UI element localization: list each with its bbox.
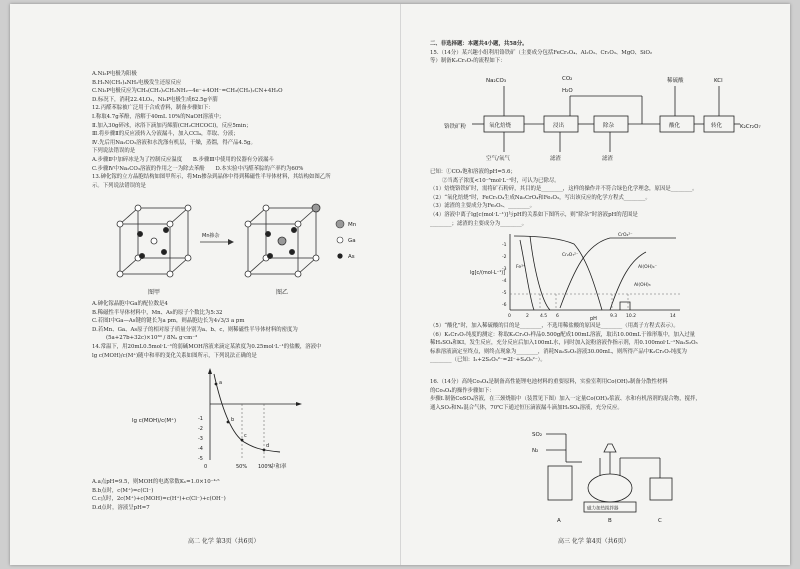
- legend-mn: Mn: [348, 222, 357, 228]
- left-page-footer: 高二 化学 第3页（共6页）: [188, 538, 260, 545]
- label-b: B: [608, 518, 612, 524]
- y-tick: -3: [198, 436, 203, 442]
- x-label: 中和率: [270, 464, 287, 470]
- text-line: Ⅳ.先后用Na₂CO₃溶液和水洗涤有机层，干燥，蒸馏，得产品4.5g。: [92, 139, 256, 146]
- text-line: ________（已知：I₂+2S₂O₃²⁻=2I⁻+S₄O₆²⁻）。: [430, 357, 546, 364]
- label-cr2o7: Cr₂O₇²⁻: [562, 253, 579, 258]
- label-c: C: [658, 518, 662, 524]
- label-aloh3: Al(OH)₃: [634, 283, 651, 288]
- raw-material: 铬铁矿粉: [444, 124, 467, 130]
- text-line: Ⅰ.称取4.7g苯酚，溶解于40mL 10%的NaOH溶液中；: [92, 113, 225, 120]
- crystal-cell-figure: [100, 194, 390, 304]
- y-tick: -5: [198, 456, 203, 462]
- cell-yi: [245, 204, 320, 277]
- text-line: 12.丙醛苯腙被广泛用于合成香料，制备步骤如下：: [92, 105, 214, 112]
- text-line: （5）“酸化”时，加入稀硫酸的目的是________，不选用稀盐酸的原因是________（用离子方程式表示）。: [430, 323, 679, 329]
- y-tick: -2: [198, 426, 203, 432]
- text-line: (5a+27b+32c)×10³⁰ / 8Nₐ g·cm⁻³: [106, 335, 198, 342]
- label-doping: Mn掺杂: [202, 233, 220, 239]
- option-line: B.b点时，c(M⁺)=c(Cl⁻): [92, 487, 154, 494]
- left-top-text: [92, 70, 392, 190]
- x-tick: 9.3: [610, 314, 618, 319]
- text-line: （2）“氧化焙烧”时，FeCr₂O₄生成Na₂CrO₄和Fe₂O₃，写出该反应的化学方程式________。: [430, 194, 651, 201]
- gas-n2: N₂: [532, 448, 539, 454]
- left-mid-text: [92, 300, 392, 360]
- q14-options: [92, 478, 392, 512]
- bottle-a: [548, 466, 572, 500]
- input-h2o: H₂O: [562, 88, 573, 94]
- text-line: 已知：①CO₂饱和溶液的pH=5.6；: [430, 169, 516, 175]
- doping-arrow-head: [228, 239, 234, 245]
- point-label: b: [231, 417, 235, 423]
- x-tick: 50%: [236, 464, 248, 470]
- x-tick: 0: [204, 464, 208, 470]
- text-line: C.若图Ⅰ中Ga—As键的键长为a pm，则晶胞边长为4√3/3 a pm: [92, 318, 245, 325]
- curve-cr2o7: [514, 236, 602, 310]
- text-line: 15.（14分）某兴趣小组利用铬铁矿（主要成分包括FeCr₂O₄、Al₂O₃、Cr₂O₃、MgO、SiO₂: [430, 49, 653, 56]
- text-line: A.砷化镓晶胞中Ga的配位数是4: [92, 301, 168, 307]
- product: K₂Cr₂O₇: [740, 124, 761, 130]
- text-line: （6）K₂Cr₂O₇纯度的测定：称取K₂Cr₂O₇样品0.500g配成100mL溶液，取出10.00mL于锥形瓶中，加入过量: [430, 331, 696, 338]
- y-tick: -1: [198, 416, 203, 422]
- text-line: 的Co₃O₄的操作步骤如下：: [430, 387, 495, 394]
- right-top-text: [430, 40, 782, 66]
- titration-curve: [214, 374, 280, 452]
- text-line: A.Ni₂P电极为阳极: [92, 71, 137, 77]
- text-line: lg c(MOH)/c(M⁺)随中和率的变化关系如图所示，下列说法正确的是: [92, 352, 257, 359]
- text-line: 步骤Ⅰ.制备CoSO₄溶液，在三颈烧瓶中（装置见下图）加入一定量Co(OH)₂浆液、水和有机溶剂的混合物，搅拌，: [430, 396, 701, 403]
- page-fold: [400, 4, 401, 565]
- text-line: ②当离子浓度<10⁻⁵mol·L⁻¹时，可认为已除尽。: [442, 177, 560, 184]
- residue-2: 滤渣: [602, 156, 614, 162]
- box-acidify-label: 酸化: [669, 123, 681, 129]
- text-line: （1）焙烧铬铁矿时，需将矿石粉碎，其目的是________，这样的操作并不符合绿色化学理念，原因是________。: [430, 186, 698, 193]
- point-label: d: [266, 443, 270, 449]
- input-na2co3: Na₂CO₃: [486, 78, 507, 84]
- cell-jia: [117, 205, 191, 277]
- text-line: D.标况下，消耗22.4LO₂，Ni₂P电极生成62.5g辛腈: [92, 96, 218, 103]
- x-tick: 10.2: [626, 314, 637, 319]
- label-jia: 图甲: [148, 289, 161, 296]
- option-line: A.a点pH=9.5，则MOH的电离常数Kₕ=1.0×10⁻⁴·⁵: [92, 479, 220, 485]
- y-tick: -1: [502, 243, 507, 248]
- label-cro4: CrO₄²⁻: [618, 233, 633, 238]
- text-line: 等）制备K₂Cr₂O₇的流程如下：: [430, 58, 506, 65]
- dropping-funnel: [604, 444, 616, 452]
- y-tick: -2: [502, 255, 507, 260]
- process-flowchart: [442, 70, 782, 166]
- x-label: pH: [590, 316, 597, 322]
- text-line: 标准溶液滴定至终点，则终点现象为________，消耗Na₂S₂O₃溶液30.00mL，则所得产品中K₂Cr₂O₇纯度为: [430, 348, 687, 355]
- x-tick: 0: [508, 314, 511, 319]
- legend-as: As: [348, 254, 355, 260]
- text-line: ________；滤渣的主要成分为________。: [430, 220, 528, 227]
- apparatus-diagram: [530, 422, 690, 526]
- label-fe3: Fe³⁺: [516, 265, 526, 270]
- y-label: lg[c/(mol·L⁻¹)]: [470, 270, 506, 276]
- box-purify-label: 除杂: [603, 123, 615, 129]
- point-label: c: [244, 433, 247, 439]
- y-label: lg c(MOH)/c(M⁺): [132, 418, 177, 424]
- text-line: （3）滤渣的主要成分为Fe₂O₃、________。: [430, 203, 536, 210]
- air-input: 空气/氧气: [486, 156, 510, 162]
- text-line: 13.砷化镓的立方晶胞结构如图甲所示，将Mn掺杂到晶体中得到稀磁性半导体材料，其结构如图乙所: [92, 174, 331, 181]
- text-line: C.Ni₂P电极反应为CH₃(CH₂)₂CH₂NH₂−4e⁻+4OH⁻=CH₃(CH₂)₂CN+4H₂O: [92, 88, 283, 95]
- text-line: 稀H₂SO₄和KI，发生反应，充分反应后加入100mL水，同时加入淀粉溶液作指示剂，用0.100mol·L⁻¹Na₂S₂O₃: [430, 340, 698, 347]
- stirrer-label: 磁力加热搅拌器: [587, 506, 619, 512]
- concentration-ph-graph: [470, 230, 690, 322]
- y-tick: -4: [198, 446, 203, 452]
- text-line: B.H₂N(CH₂)₄NH₂电极发生还原反应: [92, 79, 182, 86]
- residue-1: 滤渣: [550, 156, 562, 162]
- exam-sheet: [10, 4, 790, 565]
- box-roast-label: 氧化焙烧: [489, 123, 512, 129]
- text-line: 下列说法错误的是: [92, 148, 136, 155]
- text-line: 14.常温下，用20mL0.5mol·L⁻¹的弱碱MOH溶液来滴定某浓度为0.25mol·L⁻¹的盐酸，溶液中: [92, 343, 322, 350]
- y-tick: -4: [502, 279, 507, 284]
- text-line: 示。下列说法错误的是: [92, 182, 146, 189]
- titration-graph: [130, 364, 310, 474]
- text-line: （4）溶液中离子lg[c(mol·L⁻¹)]与pH的关系如下图所示，则“除杂”时溶液pH的范围是: [430, 211, 638, 218]
- three-neck-flask: [588, 474, 632, 502]
- curve-aloh3: [620, 302, 630, 310]
- box-leach-label: 浸出: [553, 123, 565, 129]
- text-line: B.稀磁性半导体材料中，Mn、As的原子个数比为5:32: [92, 309, 223, 316]
- option-line: D.d点时，溶液呈pH=7: [92, 504, 150, 511]
- input-kcl: KCl: [714, 78, 723, 84]
- q15-tail: [430, 322, 782, 365]
- y-tick: -6: [502, 303, 507, 308]
- x-tick: 2: [526, 314, 529, 319]
- text-line: Ⅲ.将步骤Ⅱ的反应液转入分液漏斗，加入CCl₄，萃取、分液；: [92, 131, 239, 138]
- section-title: 二、非选择题：本题共4小题，共58分。: [430, 41, 528, 47]
- point-label: a: [219, 380, 223, 386]
- label-a: A: [557, 518, 561, 524]
- curve-aloh4: [610, 252, 646, 310]
- text-line: 16.（14分）高纯Co₃O₄是制备高性能锂电池材料的重要原料，实验室利用Co(OH)₂制备分散性材料: [430, 379, 668, 385]
- q16-intro: [430, 378, 782, 412]
- q15-body: [430, 168, 782, 228]
- text-line: 通入SO₂和N₂混合气体，70℃下通过恒压滴液漏斗滴加H₂SO₄溶液，充分反应。: [430, 404, 623, 411]
- cell-legend: [336, 220, 357, 260]
- right-page-footer: 高三 化学 第4页（共6页）: [558, 538, 630, 545]
- x-tick: 14: [670, 314, 676, 319]
- text-line: D.若Mn、Ga、As原子的相对原子质量分别为a、b、c，则稀磁性半导体材料的密度为: [92, 326, 298, 333]
- box-convert-label: 转化: [711, 123, 723, 129]
- input-co2: CO₂: [562, 76, 573, 82]
- x-tick: 4.5: [540, 314, 548, 319]
- label-yi: 图乙: [276, 289, 289, 296]
- option-line: C.c点时，2c(M⁺)+c(MOH)=c(H⁺)+c(Cl⁻)+c(OH⁻): [92, 496, 226, 503]
- x-tick: 6: [556, 314, 559, 319]
- label-aloh4: Al(OH)₄⁻: [638, 265, 657, 270]
- x-tick: 100%: [258, 464, 273, 470]
- text-line: C.步骤Ⅳ中Na₂CO₃溶液的作用之一为除去苯酚 D.本实验中丙醛苯腙的产率约为60%: [92, 165, 304, 172]
- input-acid: 稀硫酸: [667, 78, 684, 84]
- legend-ga: Ga: [348, 238, 356, 244]
- text-line: Ⅱ.加入30g碎冰，冰浴下滴加丙烯腈(CH₂CHCOCl)，反应5min；: [92, 122, 252, 129]
- text-line: A.步骤Ⅱ中加碎冰是为了控制反应温度 B.步骤Ⅲ中使用的仪器有分液漏斗: [92, 156, 274, 163]
- absorber-c: [650, 478, 672, 500]
- y-tick: -3: [502, 267, 507, 272]
- gas-so2: SO₂: [532, 432, 543, 438]
- y-tick: -5: [502, 291, 507, 296]
